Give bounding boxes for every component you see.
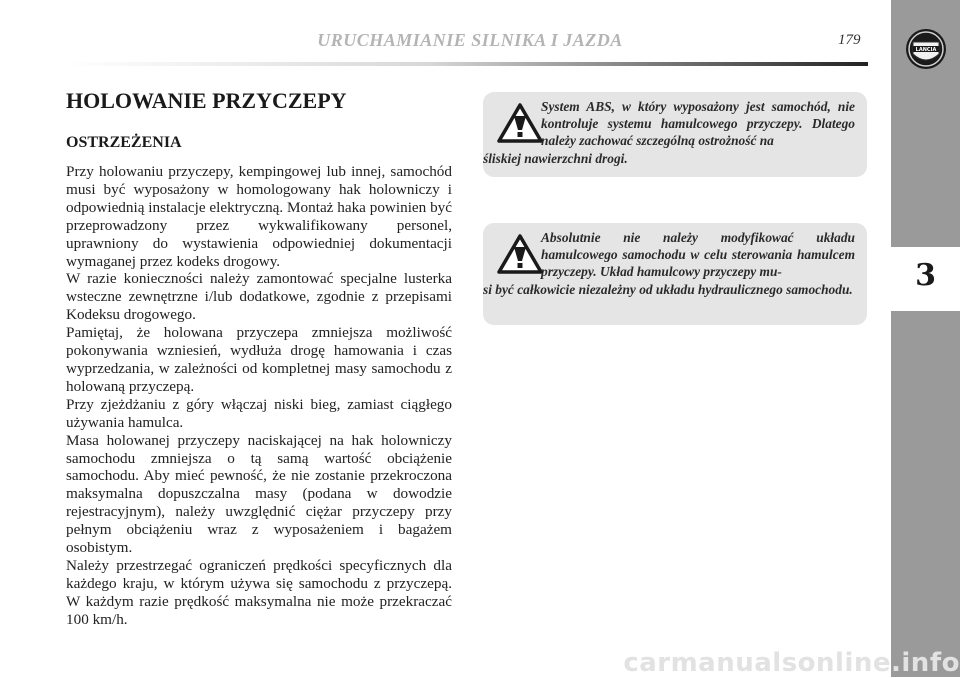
svg-text:LANCIA: LANCIA — [915, 47, 937, 53]
warning-triangle-icon — [497, 233, 543, 275]
body-paragraph: Pamiętaj, że holowana przyczepa zmniejsza możliwość pokonywania wzniesień, wydłuża drogę hamowania i czas wyprzedzania, w zależności od kompletnej masy samochodu z holowaną przyczepą. — [66, 324, 452, 395]
warning-text-lead: Absolutnie nie należy modyfikować układu hamulcowego samochodu w celu sterowania hamulcem przyczepy. Układ hamulcowy przyczepy mu- — [541, 230, 855, 280]
warning-box-brakes — [483, 223, 867, 325]
warning-triangle-icon — [497, 102, 543, 144]
warning-text-tail: si być całkowicie niezależny od układu hydraulicznego samochodu. — [483, 281, 853, 297]
warning-text-tail: śliskiej nawierzchni drogi. — [483, 150, 628, 166]
lancia-logo-icon — [905, 28, 947, 70]
warning-box-abs — [483, 92, 867, 177]
body-paragraph: Masa holowanej przyczepy naciskającej na hak holowniczy samochodu zmniejsza o tą samą wartość obciążenie samochodu. Aby mieć pewność, że nie zostanie przekroczona maksymalna dopuszczalna masy (podana w dowodzie rejestracyjnym), należy uwzględnić ciężar przyczepy przy pełnym obciążeniu wraz z wyposażeniem i bagażem osobistym. — [66, 431, 452, 557]
subsection-title: OSTRZEŻENIA — [66, 134, 182, 151]
body-paragraph: W razie konieczności należy zamontować specjalne lusterka wsteczne zewnętrzne i/lub dodatkowe, zgodnie z przepisami Kodeksu drogowego. — [66, 270, 452, 324]
header-divider — [66, 62, 868, 66]
watermark: carmanualsonline.info — [623, 648, 960, 678]
body-paragraph: Przy holowaniu przyczepy, kempingowej lub innej, samochód musi być wyposażony w homologowany hak holowniczy i odpowiednią instalacje elektryczną. Montaż haka powinien być przeprowadzony przez wykwalifikowany personel, uprawniony do wystawienia odpowiedniej dokumentacji wymaganej przez kodeks drogowy. — [66, 163, 452, 270]
warning-text-lead: System ABS, w który wyposażony jest samochód, nie kontroluje systemu hamulcowego przyczepy. Dlatego należy zachować szczególną ostrożność na — [541, 99, 855, 149]
body-text — [66, 163, 452, 629]
header-title: URUCHAMIANIE SILNIKA I JAZDA — [317, 30, 623, 50]
chapter-number: 3 — [915, 258, 936, 293]
page-number: 179 — [838, 32, 861, 48]
body-paragraph: Przy zjeżdżaniu z góry włączaj niski bieg, zamiast ciągłego używania hamulca. — [66, 395, 452, 431]
section-title: HOLOWANIE PRZYCZEPY — [66, 88, 347, 113]
body-paragraph: Należy przestrzegać ograniczeń prędkości specyficznych dla każdego kraju, w którym używa się samochodu z przyczepą. W każdym razie prędkość maksymalna nie może przekraczać 100 km/h. — [66, 556, 452, 628]
chapter-side-tab — [891, 0, 960, 677]
